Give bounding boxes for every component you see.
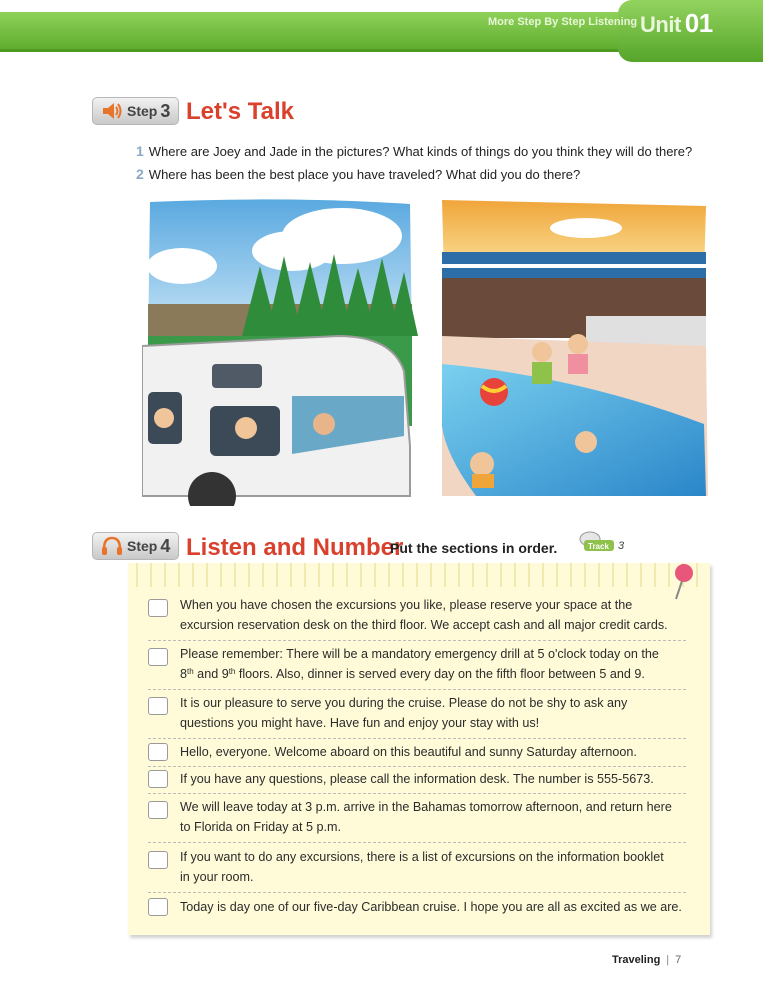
track-number: 3 — [618, 540, 625, 552]
list-item — [148, 769, 686, 794]
item-text — [180, 742, 686, 762]
notepad-binding — [128, 563, 710, 587]
audio-track-icon — [578, 531, 616, 553]
order-checkbox[interactable] — [148, 743, 168, 761]
svg-text:Track: Track — [588, 542, 609, 551]
item-text — [180, 693, 686, 733]
question-2 — [136, 166, 580, 182]
step4-title: Listen and Number — [186, 534, 404, 561]
item-text-part: 8 — [180, 667, 188, 681]
footer-separator: | — [666, 954, 670, 966]
page-header — [0, 0, 763, 62]
list-item — [148, 797, 686, 843]
unit-word: Unit — [640, 12, 681, 37]
question-1 — [136, 143, 692, 159]
item-line: When you have chosen the excursions you like, please reserve your space at the — [180, 598, 633, 612]
step3-number: 3 — [160, 100, 171, 121]
list-item — [148, 742, 686, 767]
item-line — [180, 664, 686, 684]
item-line: Today is day one of our five-day Caribbean cruise. I hope you are all as excited as we are. — [180, 900, 682, 914]
cruise-pool-illustration — [436, 196, 712, 502]
page-footer — [612, 954, 681, 966]
order-checkbox[interactable] — [148, 648, 168, 666]
order-checkbox[interactable] — [148, 851, 168, 869]
camper-van-illustration — [142, 196, 418, 506]
item-text — [180, 595, 686, 635]
list-item — [148, 644, 686, 690]
order-checkbox[interactable] — [148, 599, 168, 617]
ordinal-suffix: th — [228, 667, 236, 676]
item-line: Please remember: There will be a mandatory emergency drill at 5 o'clock today on the — [180, 647, 659, 661]
step3-badge — [92, 97, 179, 125]
step3-word: Step — [127, 103, 158, 119]
step4-badge — [92, 532, 179, 560]
footer-section-title: Traveling — [612, 954, 661, 966]
item-text — [180, 847, 686, 887]
order-checkbox[interactable] — [148, 801, 168, 819]
question-number: 1 — [136, 143, 144, 159]
ordinal-suffix: th — [187, 667, 194, 676]
item-line: excursion reservation desk on the third floor. We accept cash and all major credit cards. — [180, 618, 668, 632]
list-item — [148, 847, 686, 893]
item-line: to Florida on Friday at 5 p.m. — [180, 820, 341, 834]
order-checkbox[interactable] — [148, 697, 168, 715]
unit-label — [640, 8, 713, 39]
item-text-part: and 9 — [193, 667, 229, 681]
speaker-icon — [101, 101, 123, 121]
order-checkbox[interactable] — [148, 770, 168, 788]
item-line: If you have any questions, please call the information desk. The number is 555-5673. — [180, 772, 654, 786]
headphones-icon — [101, 536, 123, 556]
item-text — [180, 769, 686, 789]
item-line: Hello, everyone. Welcome aboard on this beautiful and sunny Saturday afternoon. — [180, 745, 637, 759]
order-checkbox[interactable] — [148, 898, 168, 916]
step4-instruction: Put the sections in order. — [390, 540, 558, 556]
question-number: 2 — [136, 166, 144, 182]
series-title: More Step By Step Listening — [488, 16, 638, 28]
item-line: questions you might have. Have fun and enjoy your stay with us! — [180, 716, 540, 730]
item-line: If you want to do any excursions, there is a list of excursions on the information booklet — [180, 850, 664, 864]
list-item — [148, 693, 686, 739]
item-text — [180, 644, 686, 684]
item-line: It is our pleasure to serve you during the cruise. Please do not be shy to ask any — [180, 696, 628, 710]
list-item — [148, 595, 686, 641]
page-number: 7 — [675, 954, 682, 966]
unit-number: 01 — [684, 8, 713, 38]
step3-title: Let's Talk — [186, 98, 294, 125]
item-text — [180, 897, 686, 917]
item-line: in your room. — [180, 870, 254, 884]
step4-word: Step — [127, 538, 158, 554]
item-text-part: floors. Also, dinner is served every day on the fifth floor between 5 and 9. — [235, 667, 645, 681]
question-text: Where are Joey and Jade in the pictures? What kinds of things do you think they will do there? — [148, 144, 693, 159]
item-text — [180, 797, 686, 837]
question-text: Where has been the best place you have traveled? What did you do there? — [148, 167, 581, 182]
item-line: We will leave today at 3 p.m. arrive in the Bahamas tomorrow afternoon, and return here — [180, 800, 672, 814]
list-item — [148, 897, 686, 923]
step4-number: 4 — [160, 535, 171, 556]
